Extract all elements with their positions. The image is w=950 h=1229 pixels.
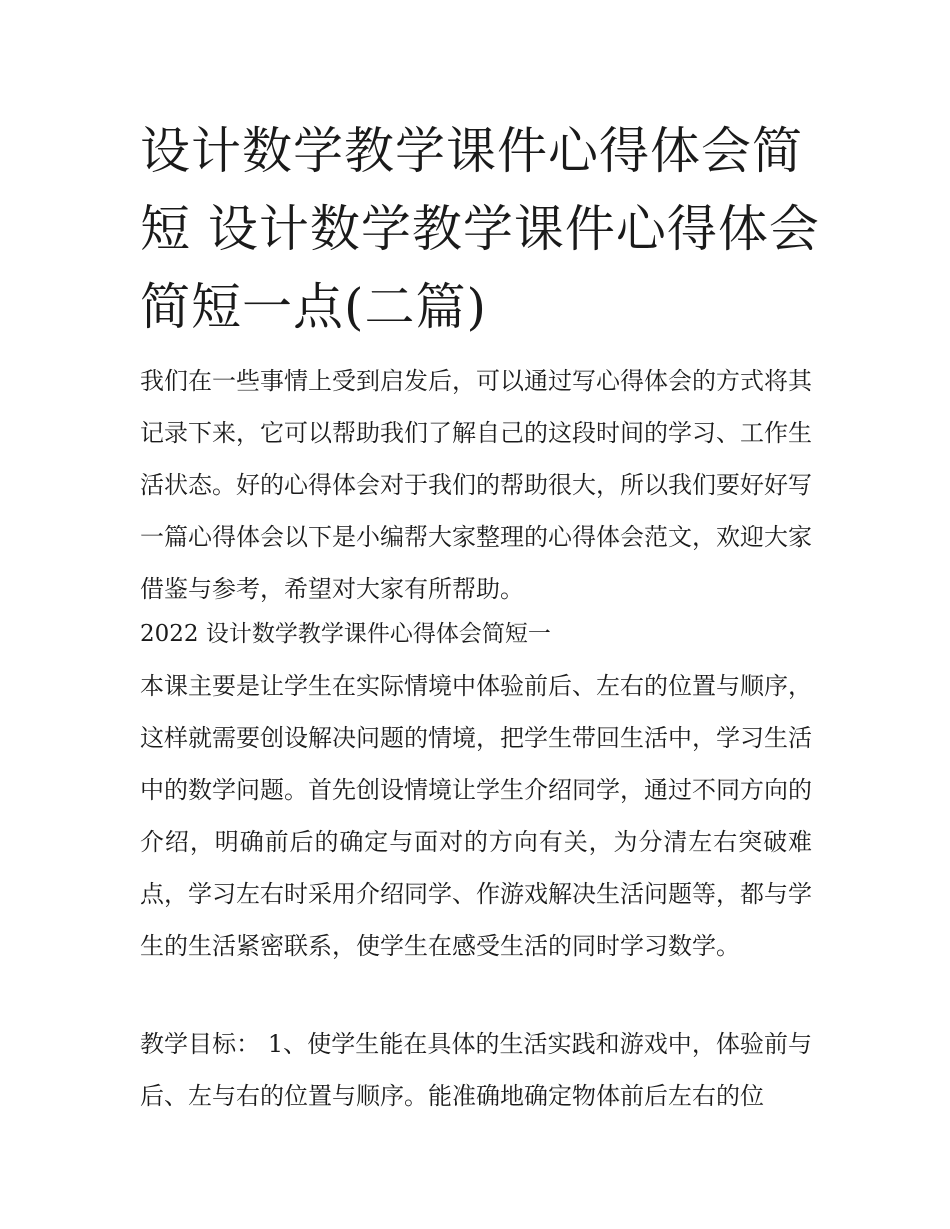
intro-paragraph: 我们在一些事情上受到启发后，可以通过写心得体会的方式将其记录下来，它可以帮助我们了解自己的这段时间的学习、工作生活状态。好的心得体会对于我们的帮助很大，所以我们要好好写一篇心得体会以下是小编帮大家整理的心得体会范文，欢迎大家借鉴与参考，希望对大家有所帮助。: [140, 367, 812, 603]
teaching-goal-paragraph: 教学目标： 1、使学生能在具体的生活实践和游戏中，体验前与后、左与右的位置与顺序。能准确地确定物体前后左右的位: [140, 1030, 812, 1110]
section-heading: 2022 设计数学教学课件心得体会简短一: [140, 621, 551, 647]
main-paragraph: 本课主要是让学生在实际情境中体验前后、左右的位置与顺序，这样就需要创设解决问题的情境，把学生带回生活中，学习生活中的数学问题。首先创设情境让学生介绍同学，通过不同方向的介绍，明确前后的确定与面对的方向有关，为分清左右突破难点，学习左右时采用介绍同学、作游戏解决生活问题等，都与学生的生活紧密联系，使学生在感受生活的同时学习数学。: [140, 672, 812, 960]
document-title: 设计数学教学课件心得体会简短 设计数学教学课件心得体会简短一点(二篇): [140, 122, 820, 336]
